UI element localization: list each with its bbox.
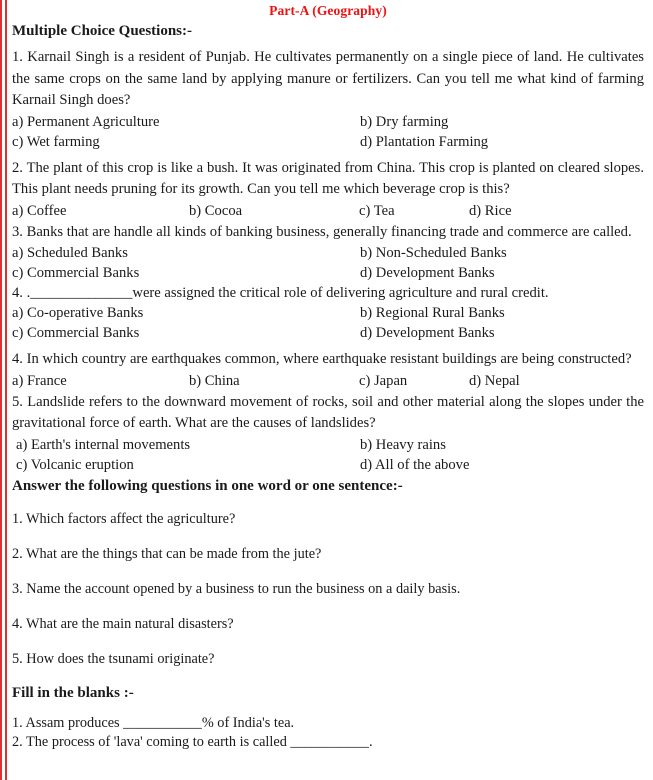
option-4ad[interactable]: d) Development Banks (360, 325, 495, 341)
option-4ab[interactable]: b) Regional Rural Banks (360, 305, 505, 321)
question-1-options-row-2 (12, 132, 644, 152)
question-4a-text: 4. .______________were assigned the critical role of delivering agriculture and rural credit. (12, 285, 549, 301)
short-answer-question-3: 3. Name the account opened by a business to run the business on a daily basis. (12, 580, 461, 597)
short-answer-question-1: 1. Which factors affect the agriculture? (12, 510, 236, 527)
question-3-options-row-2 (12, 263, 644, 283)
question-2-options-row (12, 201, 644, 221)
option-5b[interactable]: b) Heavy rains (360, 436, 446, 453)
option-5d[interactable]: d) All of the above (360, 456, 470, 473)
question-5-options-row-1 (12, 435, 644, 455)
question-4b-text: 4. In which country are earthquakes common, where earthquake resistant buildings are being constructed? (12, 351, 632, 367)
option-3a[interactable]: a) Scheduled Banks (12, 245, 128, 261)
option-4bc[interactable]: c) Japan (359, 372, 408, 389)
section-heading-short-answer: Answer the following questions in one word or one sentence:- (12, 477, 403, 494)
option-1a[interactable]: a) Permanent Agriculture (12, 113, 160, 130)
short-answer-question-2: 2. What are the things that can be made from the jute? (12, 545, 322, 562)
option-4ac[interactable]: c) Commercial Banks (12, 325, 140, 341)
question-1-text: 1. Karnail Singh is a resident of Punjab. He cultivates permanently on a single piece of land. He cultivates the same crops on the same land by applying manure or fertilizers. Can you tell me what kind of farming Karnail Singh does? (12, 49, 644, 108)
option-5a[interactable]: a) Earth's internal movements (16, 436, 191, 453)
left-margin-rule (0, 0, 7, 780)
question-4b-options-row (12, 371, 644, 391)
question-3-text: 3. Banks that are handle all kinds of banking business, generally financing trade and commerce are called. (12, 223, 632, 240)
question-2-text: 2. The plant of this crop is like a bush. It was originated from China. This crop is planted on cleared slopes. This plant needs pruning for its growth. Can you tell me which beverage crop is this? (12, 159, 644, 197)
short-answer-question-5: 5. How does the tsunami originate? (12, 650, 215, 667)
option-4aa[interactable]: a) Co-operative Banks (12, 305, 144, 321)
option-2a[interactable]: a) Coffee (12, 202, 67, 219)
option-1b[interactable]: b) Dry farming (360, 113, 449, 130)
section-heading-mcq: Multiple Choice Questions:- (12, 23, 192, 39)
option-3b[interactable]: b) Non-Scheduled Banks (360, 245, 507, 261)
option-4bd[interactable]: d) Nepal (469, 372, 520, 389)
option-4ba[interactable]: a) France (12, 372, 67, 389)
option-3c[interactable]: c) Commercial Banks (12, 265, 140, 281)
question-1-options-row-1 (12, 112, 644, 132)
option-5c[interactable]: c) Volcanic eruption (16, 456, 134, 473)
option-1d[interactable]: d) Plantation Farming (360, 133, 489, 150)
document-content (12, 0, 644, 780)
option-2d[interactable]: d) Rice (469, 202, 512, 219)
section-heading-fill-blanks: Fill in the blanks :- (12, 684, 134, 701)
question-5-options-row-2 (12, 455, 644, 475)
option-2b[interactable]: b) Cocoa (189, 202, 243, 219)
question-4a-text-row (12, 283, 644, 303)
question-5-text: 5. Landslide refers to the downward movement of rocks, soil and other material along the slopes under the gravitational force of earth. What are the causes of landslides? (12, 393, 644, 431)
short-answer-question-4: 4. What are the main natural disasters? (12, 615, 234, 632)
option-1c[interactable]: c) Wet farming (12, 133, 100, 150)
page-title: Part-A (Geography) (269, 3, 387, 18)
option-2c[interactable]: c) Tea (359, 202, 395, 219)
fill-blank-question-2: 2. The process of 'lava' coming to earth is called ___________. (12, 733, 373, 750)
option-3d[interactable]: d) Development Banks (360, 265, 495, 281)
question-4a-options-row-2 (12, 323, 644, 343)
question-3-options-row-1 (12, 243, 644, 263)
question-4a-options-row-1 (12, 303, 644, 323)
option-4bb[interactable]: b) China (189, 372, 240, 389)
fill-blank-question-1: 1. Assam produces ___________% of India's tea. (12, 714, 295, 731)
